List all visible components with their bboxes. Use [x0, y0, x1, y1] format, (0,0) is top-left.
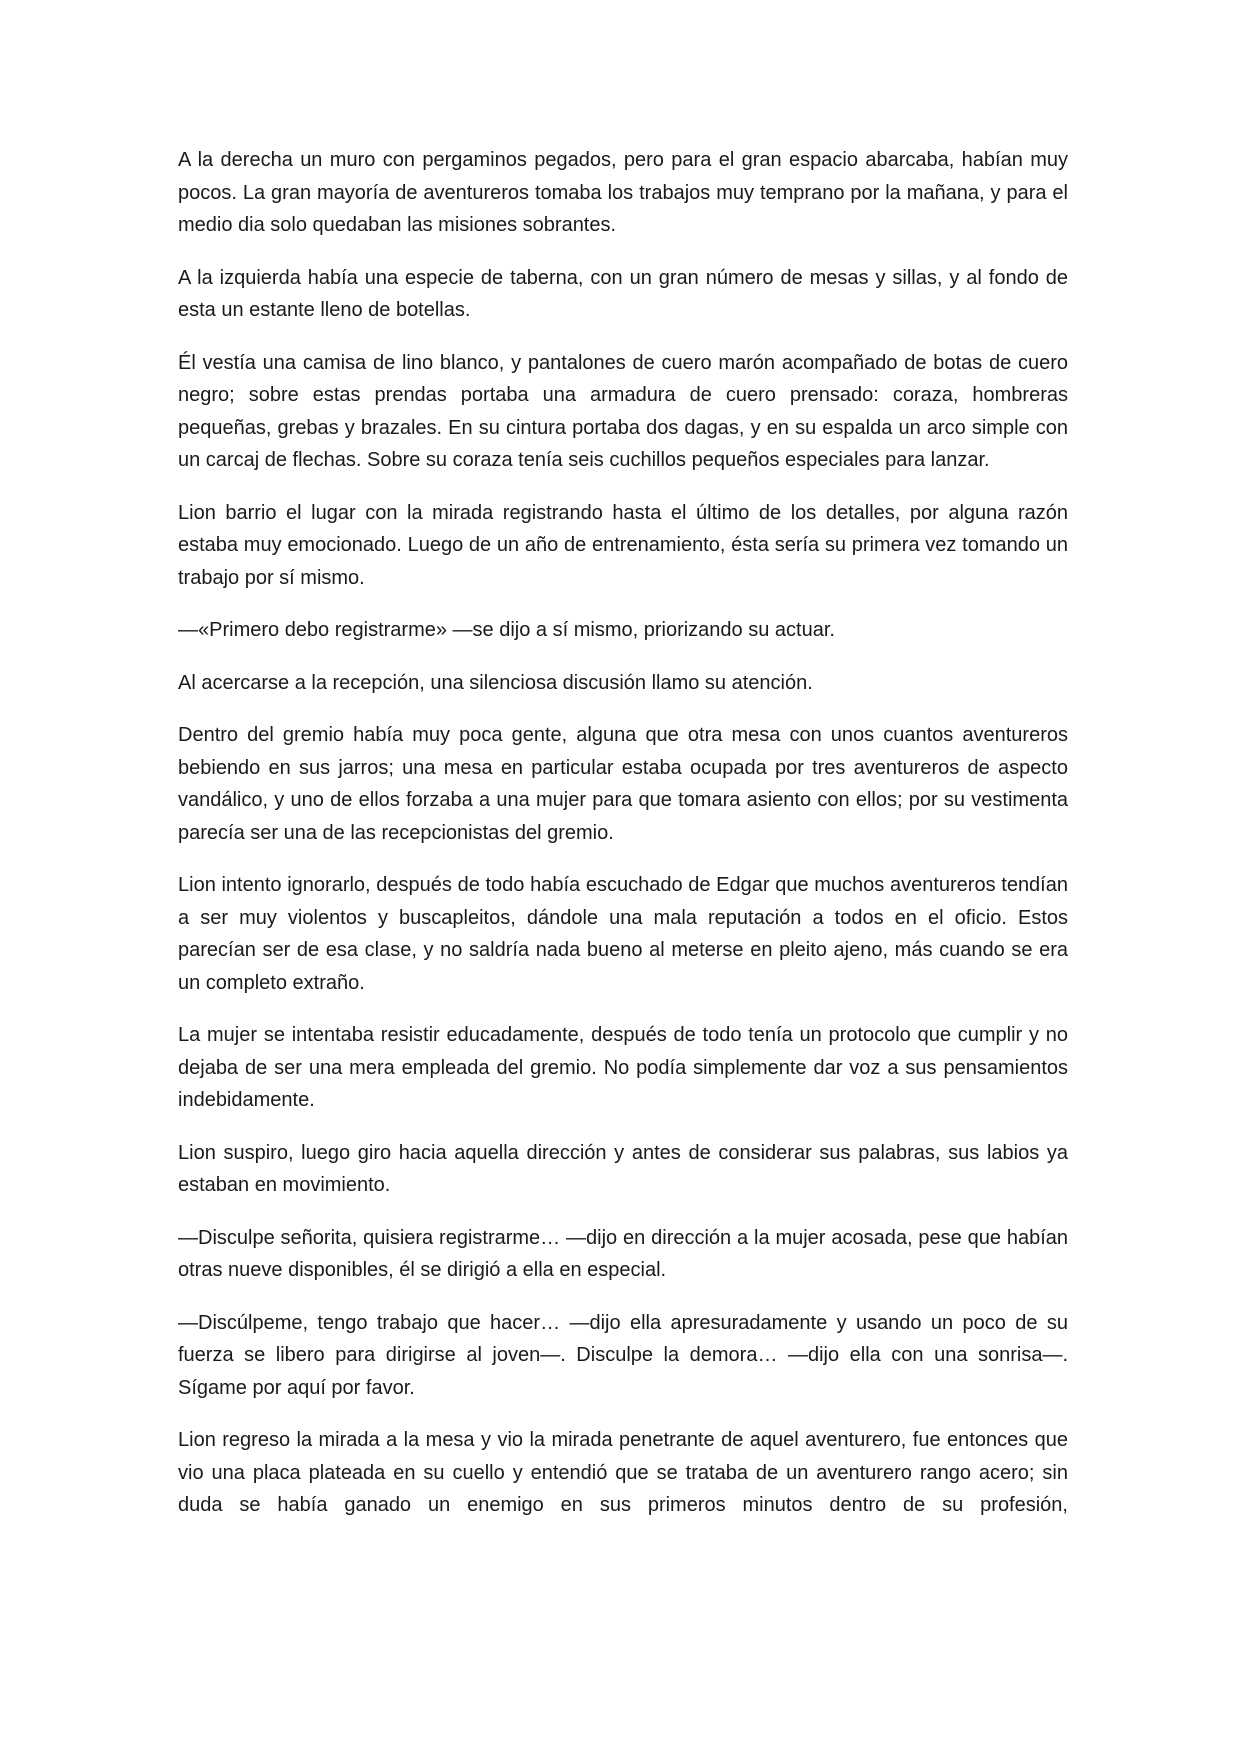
paragraph-11: —Disculpe señorita, quisiera registrarme… —dijo en dirección a la mujer acosada, pese que habían otras nueve disponibles, él se dirigió a ella en especial. — [178, 1226, 1068, 1281]
paragraph-8: Lion intento ignorarlo, después de todo había escuchado de Edgar que muchos aventureros tendían a ser muy violentos y buscapleitos, dándole una mala reputación a todos en el oficio. Estos parecían ser de esa clase, y no saldría nada bueno al meterse en pleito ajeno, más cuando se era un completo extraño. — [178, 874, 1068, 994]
document-page — [178, 144, 1068, 1522]
paragraph-10: Lion suspiro, luego giro hacia aquella dirección y antes de considerar sus palabras, sus labios ya estaban en movimiento. — [178, 1141, 1068, 1196]
paragraph-12: —Discúlpeme, tengo trabajo que hacer… —dijo ella apresuradamente y usando un poco de su fuerza se libero para dirigirse al joven—. Disculpe la demora… —dijo ella con una sonrisa—. Sígame por aquí por favor. — [178, 1311, 1068, 1399]
paragraph-1: A la derecha un muro con pergaminos pegados, pero para el gran espacio abarcaba, habían muy pocos. La gran mayoría de aventureros tomaba los trabajos muy temprano por la mañana, y para el medio dia solo quedaban las misiones sobrantes. — [178, 149, 1068, 236]
paragraph-5: —«Primero debo registrarme» —se dijo a sí mismo, priorizando su actuar. — [178, 619, 835, 641]
paragraph-9: La mujer se intentaba resistir educadamente, después de todo tenía un protocolo que cumplir y no dejaba de ser una mera empleada del gremio. No podía simplemente dar voz a sus pensamientos indebidamente. — [178, 1024, 1068, 1111]
paragraph-13: Lion regreso la mirada a la mesa y vio la mirada penetrante de aquel aventurero, fue entonces que vio una placa plateada en su cuello y entendió que se trataba de un aventurero rango acero; sin duda se había ganado un enemigo en sus primeros minutos dentro de su profesión, — [178, 1429, 1068, 1516]
paragraph-2: A la izquierda había una especie de taberna, con un gran número de mesas y sillas, y al fondo de esta un estante lleno de botellas. — [178, 266, 1068, 321]
paragraph-7: Dentro del gremio había muy poca gente, alguna que otra mesa con unos cuantos aventureros bebiendo en sus jarros; una mesa en particular estaba ocupada por tres aventureros de aspecto vandálico, y uno de ellos forzaba a una mujer para que tomara asiento con ellos; por su vestimenta parecía ser una de las recepcionistas del gremio. — [178, 724, 1068, 844]
paragraph-6: Al acercarse a la recepción, una silenciosa discusión llamo su atención. — [178, 671, 813, 694]
paragraph-3: Él vestía una camisa de lino blanco, y pantalones de cuero marón acompañado de botas de cuero negro; sobre estas prendas portaba una armadura de cuero prensado: coraza, hombreras pequeñas, grebas y brazales. En su cintura portaba dos dagas, y en su espalda un arco simple con un carcaj de flechas. Sobre su coraza tenía seis cuchillos pequeños especiales para lanzar. — [178, 351, 1068, 471]
paragraph-4: Lion barrio el lugar con la mirada registrando hasta el último de los detalles, por alguna razón estaba muy emocionado. Luego de un año de entrenamiento, ésta sería su primera vez tomando un trabajo por sí mismo. — [178, 501, 1068, 589]
